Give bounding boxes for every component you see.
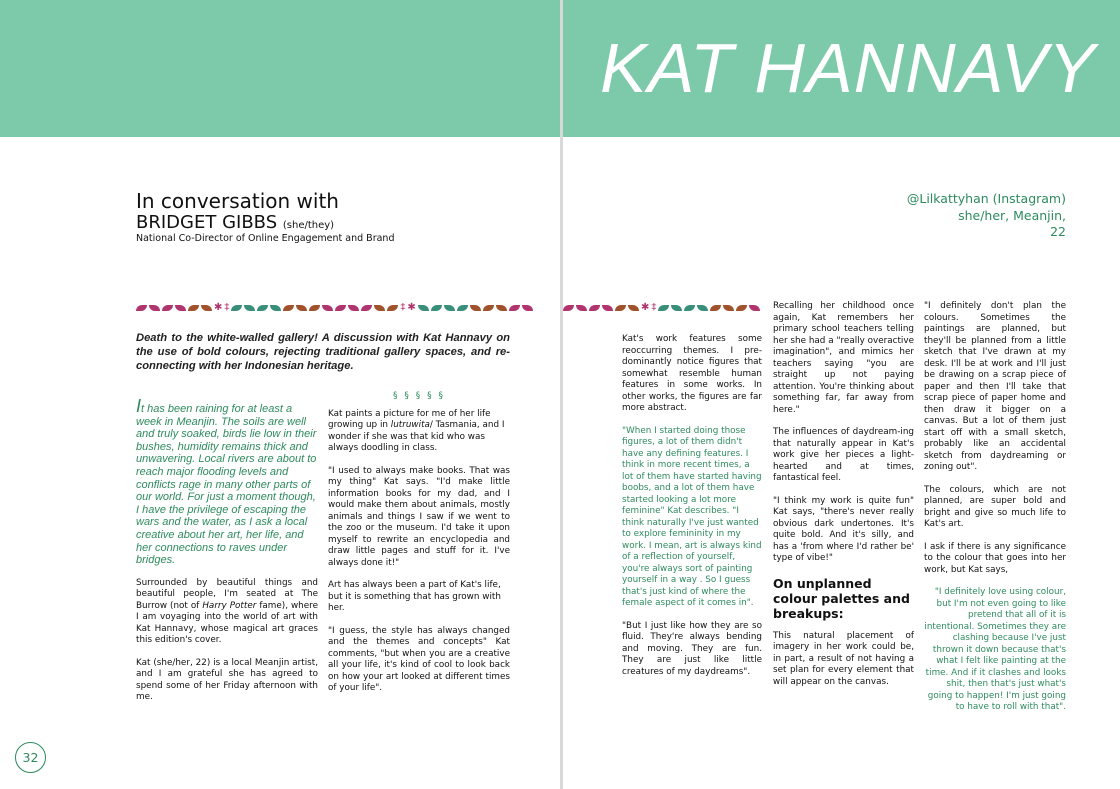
ornament-leaf-icon <box>563 305 574 311</box>
artist-age: 22 <box>1050 224 1066 239</box>
paragraph: "I guess, the style has always changed and the themes and concepts" Kat comments, "but when you are a creative all your life, it's kind of cool to look back on how your art looked at different times of your life". <box>328 625 510 693</box>
ornament-star-icon: ✱ <box>407 302 416 313</box>
byline-name: BRIDGET GIBBS <box>136 212 278 233</box>
drop-cap: I <box>136 396 142 416</box>
ornament-leaf-icon <box>697 305 708 311</box>
italic-place: lutruwita <box>390 420 430 430</box>
ornament-leaf-icon <box>361 305 372 311</box>
ornament-leaf-icon <box>418 305 429 311</box>
artist-handle: @Lilkattyhan (Instagram) <box>906 191 1066 206</box>
ornament-leaf-icon <box>589 305 600 311</box>
ornament-leaf-icon <box>309 305 320 311</box>
text-run: fame), where I am voyaging into the world of art with Kat Hannavy, whose magical art graces this edition's cover. <box>136 600 319 646</box>
paragraph: Art has always been a part of Kat's life, but it is something that has grown with her. <box>328 580 501 613</box>
pull-quote: "When I started doing those figures, a lot of them didn't have any defining features. I think in more recent times, a lot of them have started having boobs, and a lot of them have started looking a lot more feminine" Kat describes. "I think naturally I've just wanted to explore femininity in my work. I mean, art is always kind of a reflection of yourself, you're always sort of painting yourself in a way . So I guess that's just kind of where the female aspect of it comes in". <box>622 425 762 608</box>
ornament-leaf-icon <box>496 305 507 311</box>
paragraph <box>136 578 318 647</box>
paragraph: "I used to always make books. That was my thing" Kat says. "I'd make little information books for my dad, and I would make them about animals, mostly animals and things I saw if we went to the zoo or the museum. I'd take it upon myself to rewrite an encyclopedia and draw little pages and stuff for it. I've always done it!" <box>328 465 510 568</box>
ornament-leaf-icon <box>231 305 242 311</box>
column-3 <box>622 334 762 689</box>
ornament-leaf-icon <box>615 305 626 311</box>
ornament-leaf-icon <box>175 305 186 311</box>
paragraph: This natural placement of imagery in her work could be, in part, a result of not having a set plan for every element that will appear on the canvas. <box>773 630 914 687</box>
paragraph <box>328 409 510 455</box>
ornament-leaf-icon <box>296 305 307 311</box>
paragraph: Kat's work features some reoccurring themes. I pre-dominantly notice figures that somewhat resemble human features in some works. In other works, the figures are far more abstract. <box>622 334 762 413</box>
paragraph: "I think my work is quite fun" Kat says, "there's never really obvious dark undertones. It's quite bold. And it's silly, and has a 'from where I'd rather be' type of vibe!" <box>773 495 914 563</box>
paragraph: "I definitely don't plan the colours. Sometimes the paintings are planned, but they'll be planned from a little sketch that I've drawn at my desk. I'll be at work and I'll just be drawing on a scrap piece of paper and then I'll take that scrap piece of paper home and then draw it bigger on a canvas. But a lot of them just start off with a small sketch, probably like an accidental sketch from daydreaming or zoning out". <box>924 301 1066 472</box>
pull-quote: "I definitely love using colour, but I'm not even going to like pretend that all of it is intentional. Sometimes they are clashing because I've just thrown it down because that's what I felt like painting at the time. And if it clashes and looks shit, then that's just what's going to happen! I'm just going to have to roll with that". <box>924 587 1066 712</box>
column-1 <box>136 396 319 715</box>
ornament-leaf-icon <box>270 305 281 311</box>
byline-role: National Co-Director of Online Engagement and Brand <box>136 233 395 244</box>
ornament-leaf-icon <box>374 305 385 311</box>
ornament-leaf-icon <box>522 305 533 311</box>
ornament-leaf-icon <box>576 305 587 311</box>
subheading: On unplanned colour palettes and breakups: <box>773 575 910 621</box>
column-2 <box>328 391 510 706</box>
ornament-leaf-icon <box>749 305 760 311</box>
ornament-leaf-icon <box>188 305 199 311</box>
section-mark: § § § § § <box>393 391 445 401</box>
paragraph: The influences of daydream-ing that naturally appear in Kat's work give her pieces a light-hearted and at times, fantastical feel. <box>773 427 914 483</box>
page-number: 32 <box>15 742 46 773</box>
text-run: / Tasmania, and I wonder if she was that kid who was always doodling in class. <box>328 420 505 453</box>
intro-standfirst: Death to the white-walled gallery! A discussion with Kat Hannavy on the use of bold colours, rejecting traditional gallery spaces, and re-connecting with her Indonesian heritage. <box>136 332 510 372</box>
ornament-leaf-icon <box>671 305 682 311</box>
ornament-divider-right <box>563 301 763 315</box>
ornament-leaf-icon <box>201 305 212 311</box>
ornament-leaf-icon <box>322 305 333 311</box>
ornament-star-icon: ✱ <box>214 302 223 313</box>
ornament-divider-left <box>136 301 556 315</box>
ornament-leaf-icon <box>628 305 639 311</box>
paragraph: The colours, which are not planned, are super bold and bright and give so much life to Kat's art. <box>924 484 1066 529</box>
ornament-leaf-icon <box>470 305 481 311</box>
header-band-left <box>0 0 560 137</box>
ornament-leaf-icon <box>149 305 160 311</box>
ornament-leaf-icon <box>483 305 494 311</box>
ornament-star-icon: ‡ <box>224 302 230 313</box>
paragraph: "But I just like how they are so fluid. They're always bending and moving. They are fun. They are just like little creatures of my daydreams". <box>622 620 762 677</box>
ornament-leaf-icon <box>348 305 359 311</box>
ornament-leaf-icon <box>244 305 255 311</box>
ornament-leaf-icon <box>684 305 695 311</box>
article-title: KAT HANNAVY <box>600 29 1096 107</box>
column-4 <box>773 301 914 699</box>
italic-title: Harry Potter <box>202 600 257 611</box>
text-run: Surrounded by beautiful things and beautiful people, I'm seated at The Burrow (not of <box>136 577 318 611</box>
ornament-leaf-icon <box>335 305 346 311</box>
lead-text: t has been raining for at least a week in Meanjin. The soils are well and truly soaked, birds lie low in their bushes, humidity remains thick and unwavering. Local rivers are about to reach major flooding levels and conflicts rage in many other parts of our world. For just a moment though, I have the privilege of escaping the wars and the water, as I ask a local creative about her art, her life, and her connections to raves under bridges. <box>136 403 317 567</box>
ornament-leaf-icon <box>602 305 613 311</box>
ornament-leaf-icon <box>387 305 398 311</box>
column-5 <box>924 301 1066 725</box>
ornament-star-icon: ‡ <box>651 302 657 313</box>
byline-pronouns: (she/they) <box>282 220 335 231</box>
artist-info <box>907 191 1066 241</box>
ornament-leaf-icon <box>509 305 520 311</box>
ornament-leaf-icon <box>457 305 468 311</box>
artist-pronouns-place: she/her, Meanjin, <box>958 207 1066 223</box>
page-gutter <box>560 0 563 789</box>
text-run: Kat paints a picture for me of her life growing up in <box>328 408 491 430</box>
ornament-star-icon: ‡ <box>400 302 406 313</box>
ornament-leaf-icon <box>723 305 734 311</box>
paragraph: Recalling her childhood once again, Kat remembers her primary school teachers telling her she had a "really overactive imagination", and mimics her teachers saying "you are straight up not paying attention. You're thinking about something far, far away from here." <box>773 301 914 415</box>
ornament-leaf-icon <box>162 305 173 311</box>
ornament-leaf-icon <box>444 305 455 311</box>
paragraph: Kat (she/her, 22) is a local Meanjin artist, and I am grateful she has agreed to spend some of her Friday afternoon with me. <box>136 657 318 703</box>
ornament-leaf-icon <box>283 305 294 311</box>
ornament-leaf-icon <box>658 305 669 311</box>
lead-paragraph <box>136 396 318 567</box>
paragraph: I ask if there is any significance to the colour that goes into her work, but Kat says, <box>924 541 1066 575</box>
ornament-leaf-icon <box>431 305 442 311</box>
ornament-star-icon: ✱ <box>641 302 650 313</box>
ornament-leaf-icon <box>710 305 721 311</box>
ornament-leaf-icon <box>136 305 147 311</box>
byline-conversation: In conversation with <box>136 189 339 213</box>
ornament-leaf-icon <box>257 305 268 311</box>
ornament-leaf-icon <box>736 305 747 311</box>
